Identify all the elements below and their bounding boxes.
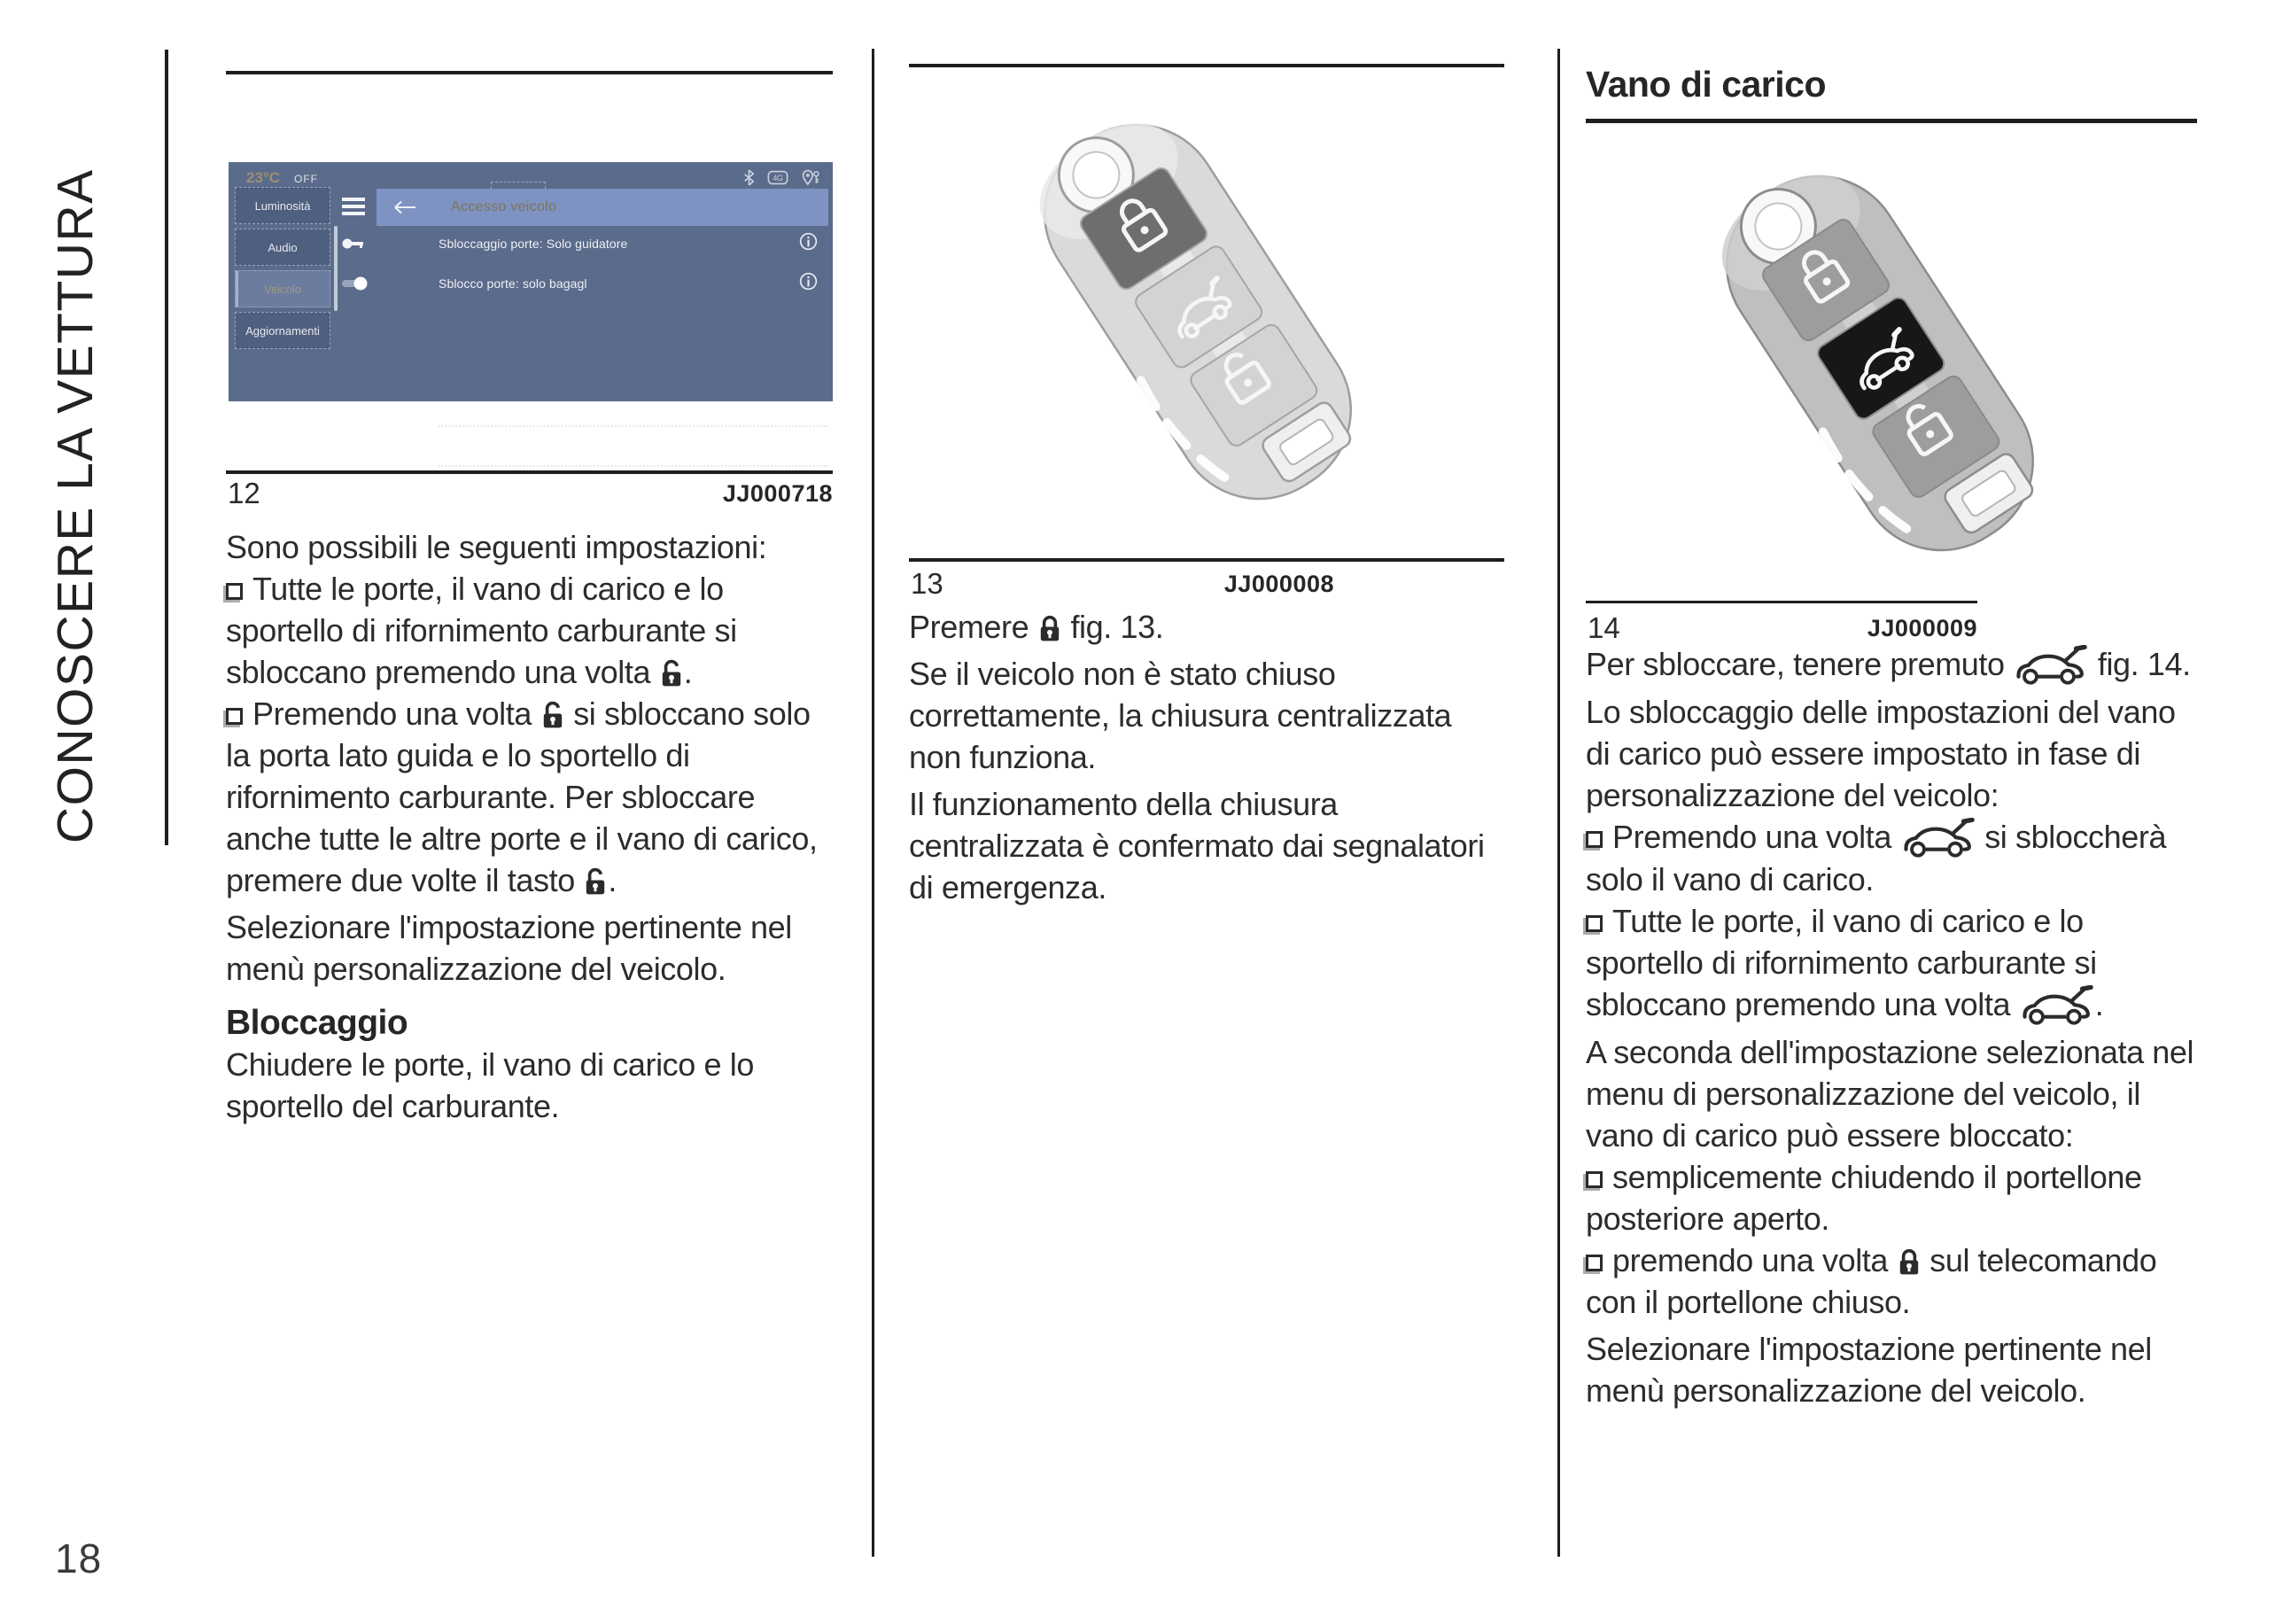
car-tailgate-icon xyxy=(2019,985,2095,1026)
hamburger-menu-icon[interactable] xyxy=(342,198,365,215)
row-separator xyxy=(439,465,828,467)
section-heading: Bloccaggio xyxy=(226,1004,408,1042)
section-title-rule xyxy=(1586,119,2197,123)
infotainment-screenshot xyxy=(229,162,833,401)
figure-12-caption xyxy=(228,477,833,510)
setting-row-sbloccaggio[interactable] xyxy=(377,229,828,258)
figure-number: 14 xyxy=(1588,611,1620,644)
paragraph: Selezionare l'impostazione pertinente nel menù personalizzazione del veicolo. xyxy=(1586,1331,2152,1409)
car-tailgate-icon xyxy=(2013,645,2089,686)
figure-code: JJ000718 xyxy=(722,480,833,507)
location-signal-icon xyxy=(801,169,820,186)
bullet-item: Tutte le porte, il vano di carico e lo sportello di rifornimento carburante si sbloccano premendo una volta . xyxy=(1586,900,2201,1026)
figure-number: 12 xyxy=(228,477,260,509)
toggle-on-icon[interactable] xyxy=(339,276,369,291)
bullet-item: premendo una volta sul telecomando con il portellone chiuso. xyxy=(1586,1242,2157,1320)
bullet-item: Premendo una volta si sbloccano solo la porta lato guida e lo sportello di rifornimento carburante. Per sbloccare anche tutte le altre porte e il vano di carico, premere due volte il tasto . xyxy=(226,695,818,898)
menu-scrollbar[interactable] xyxy=(334,226,338,311)
cellular-4g-icon xyxy=(767,170,788,185)
square-bullet-icon xyxy=(226,583,243,600)
car-tailgate-icon xyxy=(1900,818,1976,859)
figure-14-caption xyxy=(1588,611,1977,645)
section-title: Vano di carico xyxy=(1586,64,1826,105)
svg-text:4G: 4G xyxy=(773,174,783,183)
setting-label: Sblocco porte: solo bagagl xyxy=(439,276,587,291)
key-fob-figure-13 xyxy=(914,78,1499,546)
paragraph: A seconda dell'impostazione selezionata nel menu di personalizzazione del veicolo, il vano di carico può essere bloccato: xyxy=(1586,1034,2194,1154)
menu-button-veicolo[interactable]: Veicolo xyxy=(235,270,330,307)
status-icon-tray xyxy=(743,169,820,186)
key-icon xyxy=(339,237,369,250)
menu-button-luminosita[interactable]: Luminosità xyxy=(235,187,330,224)
menu-button-audio[interactable]: Audio xyxy=(235,229,330,266)
paragraph: Premere fig. 13. xyxy=(909,609,1164,645)
paragraph: Il funzionamento della chiusura centralizzata è confermato dai segnalatori di emergenza. xyxy=(909,786,1485,905)
paragraph: Chiudere le porte, il vano di carico e lo sportello del carburante. xyxy=(226,1046,754,1124)
figure-14-bottom-rule xyxy=(1586,601,1977,603)
column-divider xyxy=(872,49,874,1557)
bullet-item: Premendo una volta si sbloccherà solo il vano di carico. xyxy=(1586,819,2167,897)
bullet-item: semplicemente chiudendo il portellone posteriore aperto. xyxy=(1586,1159,2142,1237)
figure-13-caption xyxy=(911,567,1334,601)
square-bullet-icon xyxy=(1586,1255,1603,1271)
paragraph: Se il veicolo non è stato chiuso correttamente, la chiusura centralizzata non funziona. xyxy=(909,656,1452,775)
column-divider xyxy=(1557,49,1560,1557)
column-1-text xyxy=(226,526,837,1127)
unlock-icon xyxy=(583,867,608,897)
column-3-text xyxy=(1586,643,2201,1411)
screen-header xyxy=(377,189,828,226)
figure-12-bottom-rule xyxy=(226,470,833,474)
square-bullet-icon xyxy=(226,708,243,725)
paragraph: Per sbloccare, tenere premuto fig. 14. xyxy=(1586,643,2201,686)
key-fob-figure-14 xyxy=(1596,129,2181,597)
row-separator xyxy=(439,425,828,427)
figure-code: JJ000009 xyxy=(1867,615,1977,641)
bluetooth-icon xyxy=(743,169,755,186)
figure-13-bottom-rule xyxy=(909,558,1504,562)
page-number: 18 xyxy=(55,1535,103,1581)
screen-title: Accesso veicolo xyxy=(451,199,557,214)
unlock-icon xyxy=(540,701,565,731)
setting-row-sblocco[interactable] xyxy=(377,269,828,298)
column-2-text xyxy=(909,606,1510,908)
lock-icon xyxy=(1897,1247,1922,1278)
back-arrow-icon[interactable] xyxy=(392,200,417,214)
header-scroll-tab xyxy=(491,182,546,189)
paragraph: Sono possibili le seguenti impostazioni: xyxy=(226,529,767,565)
paragraph: Selezionare l'impostazione pertinente nel menù personalizzazione del veicolo. xyxy=(226,909,792,987)
figure-13-top-rule xyxy=(909,64,1504,67)
chapter-rule xyxy=(165,50,168,845)
info-icon[interactable] xyxy=(799,232,818,255)
unlock-icon xyxy=(659,659,684,689)
setting-label: Sbloccaggio porte: Solo guidatore xyxy=(439,237,628,251)
lock-icon xyxy=(1037,614,1062,644)
square-bullet-icon xyxy=(1586,1171,1603,1188)
chapter-title: CONOSCERE LA VETTURA xyxy=(47,168,104,843)
climate-off-label: OFF xyxy=(294,173,318,185)
square-bullet-icon xyxy=(1586,915,1603,932)
menu-button-aggiornamenti[interactable]: Aggiornamenti xyxy=(235,312,330,349)
info-icon[interactable] xyxy=(799,272,818,295)
bullet-item: Tutte le porte, il vano di carico e lo sportello di rifornimento carburante si sbloccano premendo una volta . xyxy=(226,571,737,690)
square-bullet-icon xyxy=(1586,831,1603,848)
figure-number: 13 xyxy=(911,567,943,600)
figure-12-top-rule xyxy=(226,71,833,74)
paragraph: Lo sbloccaggio delle impostazioni del vano di carico può essere impostato in fase di personalizzazione del veicolo: xyxy=(1586,694,2176,813)
temperature-readout: 23°C xyxy=(246,169,280,186)
figure-code: JJ000008 xyxy=(1223,571,1334,597)
